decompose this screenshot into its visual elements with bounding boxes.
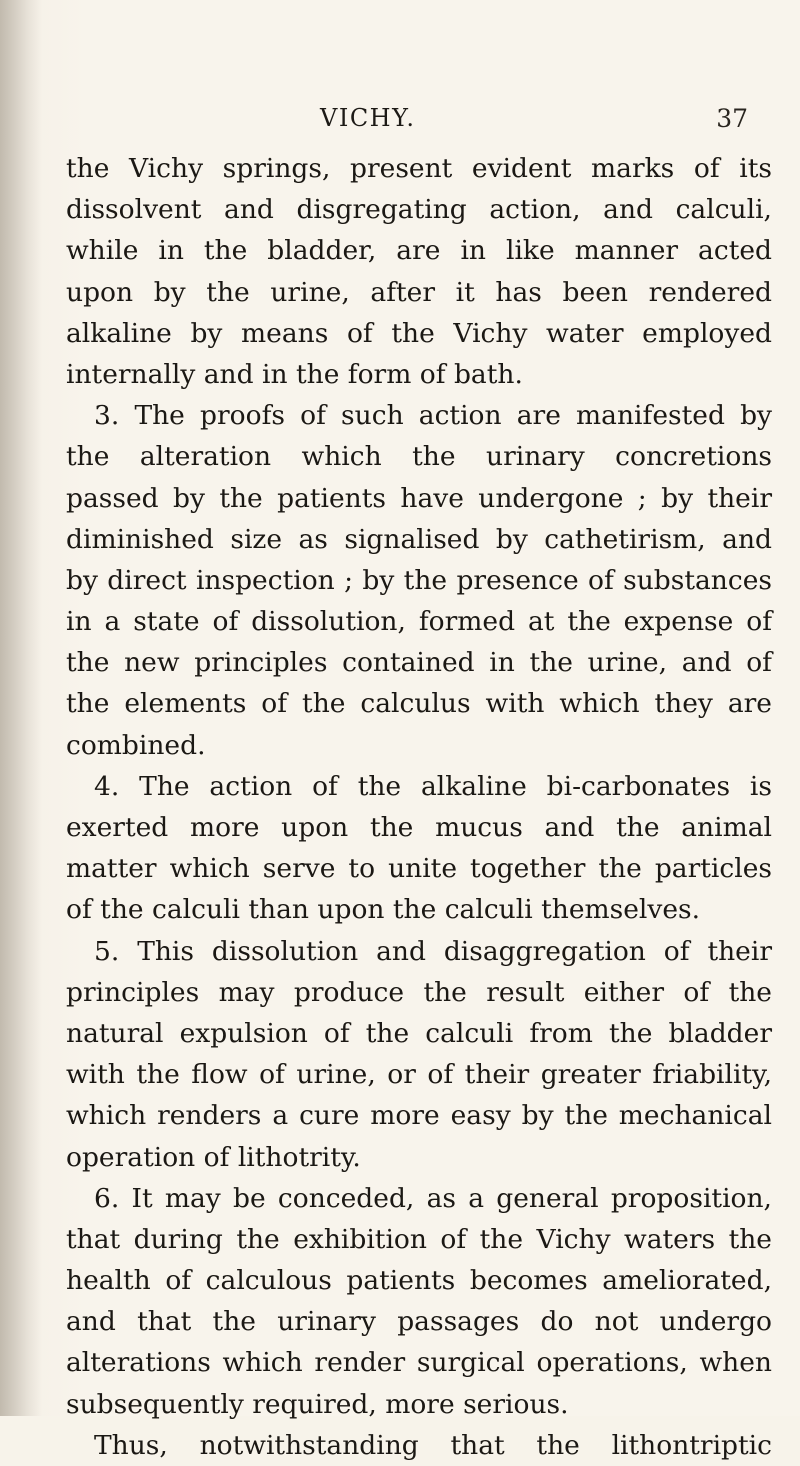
text-line: alterations which render surgical operations, when <box>66 1347 772 1379</box>
text-line: 6. It may be conceded, as a general proposition, <box>94 1182 772 1214</box>
running-title: VICHY. <box>320 104 416 132</box>
body-text <box>0 148 800 1466</box>
text-line: combined. <box>66 729 206 761</box>
text-line: by direct inspection ; by the presence of substances <box>66 564 772 596</box>
text-line: diminished size as signalised by cathetirism, and <box>66 523 772 555</box>
text-line: internally and in the form of bath. <box>66 358 523 390</box>
text-line: the elements of the calculus with which they are <box>66 688 772 720</box>
text-line: dissolvent and disgregating action, and calculi, <box>66 194 772 226</box>
text-line: subsequently required, more serious. <box>66 1388 569 1420</box>
text-line: natural expulsion of the calculi from the bladder <box>66 1017 772 1049</box>
text-line: 3. The proofs of such action are manifested by <box>94 400 772 432</box>
text-line: with the flow of urine, or of their greater friability, <box>66 1059 772 1091</box>
text-line: passed by the patients have undergone ; by their <box>66 482 772 514</box>
text-line: while in the bladder, are in like manner acted <box>66 235 772 267</box>
text-line: the Vichy springs, present evident marks of its <box>66 153 772 184</box>
text-line: Thus, notwithstanding that the lithontriptic <box>94 1429 772 1461</box>
text-line: and that the urinary passages do not undergo <box>66 1306 772 1338</box>
text-line: alkaline by means of the Vichy water employed <box>66 317 772 349</box>
text-line: operation of lithotrity. <box>66 1141 361 1173</box>
text-line: 4. The action of the alkaline bi-carbonates is <box>94 770 772 802</box>
text-line: the alteration which the urinary concretions <box>66 441 772 473</box>
text-line: the new principles contained in the urine, and of <box>66 647 772 679</box>
text-line: exerted more upon the mucus and the animal <box>66 812 772 843</box>
text-line: health of calculous patients becomes ameliorated, <box>66 1265 772 1297</box>
text-line: upon by the urine, after it has been rendered <box>66 276 772 308</box>
running-head <box>0 104 800 144</box>
text-line: matter which serve to unite together the particles <box>66 853 772 885</box>
text-line: 5. This dissolution and disaggregation of their <box>94 935 772 967</box>
text-line: of the calculi than upon the calculi themselves. <box>66 894 701 926</box>
page-number: 37 <box>716 104 748 133</box>
text-line: in a state of dissolution, formed at the expense of <box>66 606 772 638</box>
text-line: that during the exhibition of the Vichy waters the <box>66 1223 772 1255</box>
text-line: which renders a cure more easy by the mechanical <box>66 1100 772 1132</box>
text-line: principles may produce the result either of the <box>66 976 772 1008</box>
